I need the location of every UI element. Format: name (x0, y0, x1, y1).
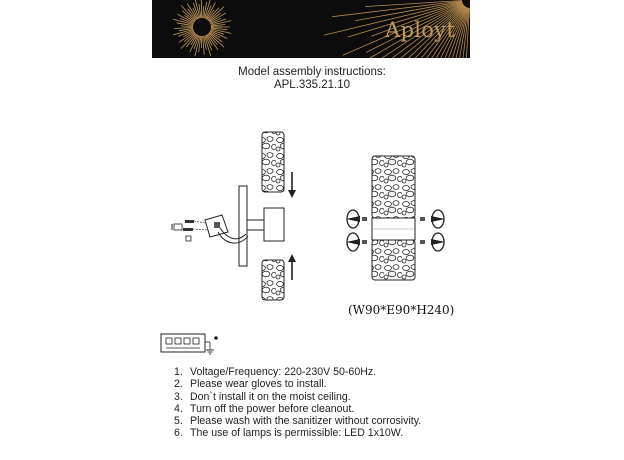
exploded-view (172, 132, 296, 300)
assembled-view (346, 156, 445, 280)
ground-icon (206, 342, 214, 354)
instruction-item: 5. Please wash with the sanitizer without corrosivity. (174, 415, 422, 428)
instruction-item: 1. Voltage/Frequency: 220-230V 50-60Hz. (174, 366, 377, 378)
brand-banner (152, 0, 470, 58)
instruction-item: 4. Turn off the power before cleanout. (174, 402, 355, 415)
instruction-item: 2. Please wear gloves to install. (174, 378, 327, 391)
instruction-item: 3. Don`t install it on the moist ceiling. (174, 390, 351, 403)
arrow-down-icon (288, 172, 296, 198)
document-title: Model assembly instructions: (238, 66, 386, 78)
brand-name: Aployt (385, 18, 456, 42)
dimensions-label: (W90*E90*H240) (348, 303, 455, 317)
wire-connector-icon (160, 332, 220, 358)
arrow-up-icon (288, 254, 296, 280)
model-number: APL.335.21.10 (273, 79, 351, 91)
instructions-list (174, 366, 421, 440)
instruction-item: 6. The use of lamps is permissible: LED 1x10W. (174, 427, 404, 440)
assembly-diagram (150, 120, 470, 305)
mounting-bracket-icon (172, 215, 248, 243)
